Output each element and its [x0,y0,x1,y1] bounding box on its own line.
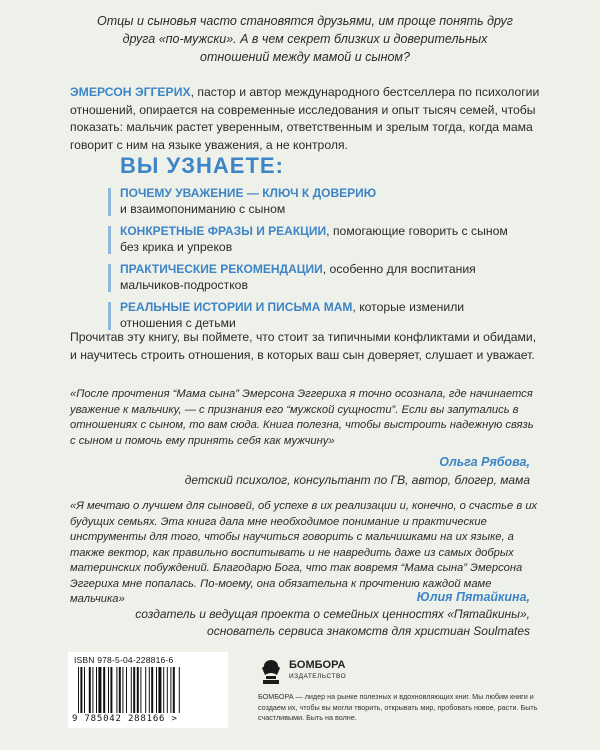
barcode-stripe [92,667,93,713]
barcode-stripe [179,667,180,713]
barcode-stripe [122,667,123,713]
review-author-2: Юлия Пятайкина, [416,590,530,604]
author-intro-text: , пастор и автор международного бестселлера по психологии отношений, опирается на современные исследования и опыт тысяч семей, чтобы показать: мальчик растет уверенным, ответственным и зрелым тогда, когда мама говорит с ним на языке уважения, а не контроля. [70,85,540,152]
publisher-subtitle: ИЗДАТЕЛЬСТВО [289,673,347,680]
barcode-stripe [149,667,150,713]
barcode-bars [78,667,218,713]
barcode-stripe [151,667,153,713]
review-role-1: детский психолог, консультант по ГВ, автор, блогер, мама [184,473,530,487]
barcode-stripe [96,667,97,713]
barcode-stripe [133,667,135,713]
isbn-label: ISBN 978-5-04-228816-6 [74,655,174,665]
benefit-highlight: РЕАЛЬНЫЕ ИСТОРИИ И ПИСЬМА МАМ [120,300,353,314]
publisher-description: БОМБОРА — лидер на рынке полезных и вдохновляющих книг. Мы любим книги и создаем их, чтобы вы могли творить, открывать мир, пробовать новое, расти. Быть счастливыми. Быть на волне. [258,692,538,722]
barcode-stripe [110,667,112,713]
bullet-bar [108,226,111,254]
review-role-2-line1: создатель и ведущая проекта о семейных ценностях «Пятайкины», [135,607,530,621]
barcode-stripe [137,667,139,713]
barcode-stripe [167,667,168,713]
barcode-stripe [119,667,121,713]
barcode-stripe [108,667,109,713]
barcode-stripe [78,667,79,713]
benefit-highlight: КОНКРЕТНЫЕ ФРАЗЫ И РЕАКЦИИ [120,224,327,238]
benefit-text: и взаимопониманию с сыном [120,201,286,216]
review-quote-1: «После прочтения “Мама сына” Эмерсона Эггериха я точно осознала, где начинается уважение к мальчику, — с признания его “мужской сущности”. Если вы запутались в отношениях с сыном, то вам сюда. Книга полезна, чтобы выстроить надежную связь с сыном и помочь ему принять себя как мужчину» [70,388,534,447]
barcode-stripe [158,667,161,713]
bullet-bar [108,302,111,330]
barcode-stripe [173,667,175,713]
barcode-stripe [156,667,157,713]
benefit-item [108,224,528,255]
benefit-highlight: ПОЧЕМУ УВАЖЕНИЕ — КЛЮЧ К ДОВЕРИЮ [120,186,377,200]
barcode [68,652,228,728]
barcode-stripe [140,667,141,713]
publisher-name: БОМБОРА [289,659,346,671]
barcode-stripe [170,667,171,713]
author-name: ЭМЕРСОН ЭГГЕРИХ [70,85,191,99]
review-quote-2: «Я мечтаю о лучшем для сыновей, об успехе в их реализации и, конечно, о счастье в их будущих семьях. Эта книга дала мне необходимое понимание и практические инструменты для того, чтобы научиться говорить с мальчишками на их языке, а также вектор, как правильно воспитывать и не навредить даже из самых добрых материнских побуждений. Благодарю Бога, что так вовремя “Мама сына” Эмерсона Эггериха мне попалась. По-моему, она обязательна к прочтению каждой маме мальчика» [70,500,538,605]
bullet-bar [108,264,111,292]
review-role-2 [60,606,530,640]
section-heading: ВЫ УЗНАЕТЕ: [120,153,284,178]
barcode-number: 9 785042 288166 > [72,714,178,724]
benefit-item [108,186,528,217]
barcode-stripe [80,667,82,713]
barcode-stripe [163,667,164,713]
benefit-list [108,186,528,338]
intro-text: Отцы и сыновья часто становятся друзьями, им проще понять друг друга «по-мужски». А в чем секрет близких и доверительных отношений между мамой и сыном? [97,14,513,64]
benefit-text: , особенно для воспитания мальчиков-подростков [120,262,476,292]
barcode-stripe [84,667,85,713]
barcode-stripe [103,667,105,713]
benefit-text: , помогающие говорить с сыном без крика и упреков [120,224,508,254]
summary-text: Прочитав эту книгу, вы поймете, что стоит за типичными конфликтами и обидами, и научитесь строить отношения, в которых ваш сын доверяет, слушает и уважает. [70,330,537,362]
review-role-2-line2: основатель сервиса знакомств для христиан Soulmates [207,624,530,638]
benefit-text: , которые изменили отношения с детьми [120,300,465,330]
benefit-item [108,300,528,331]
author-intro [70,84,540,154]
barcode-stripe [131,667,132,713]
review-author-1: Ольга Рябова, [439,455,530,469]
barcode-stripe [116,667,117,713]
benefit-item [108,262,528,293]
bombora-logo-icon [258,655,284,685]
barcode-stripe [126,667,127,713]
benefit-highlight: ПРАКТИЧЕСКИЕ РЕКОМЕНДАЦИИ [120,262,323,276]
barcode-stripe [89,667,91,713]
bullet-bar [108,188,111,216]
barcode-stripe [145,667,146,713]
barcode-stripe [98,667,101,713]
